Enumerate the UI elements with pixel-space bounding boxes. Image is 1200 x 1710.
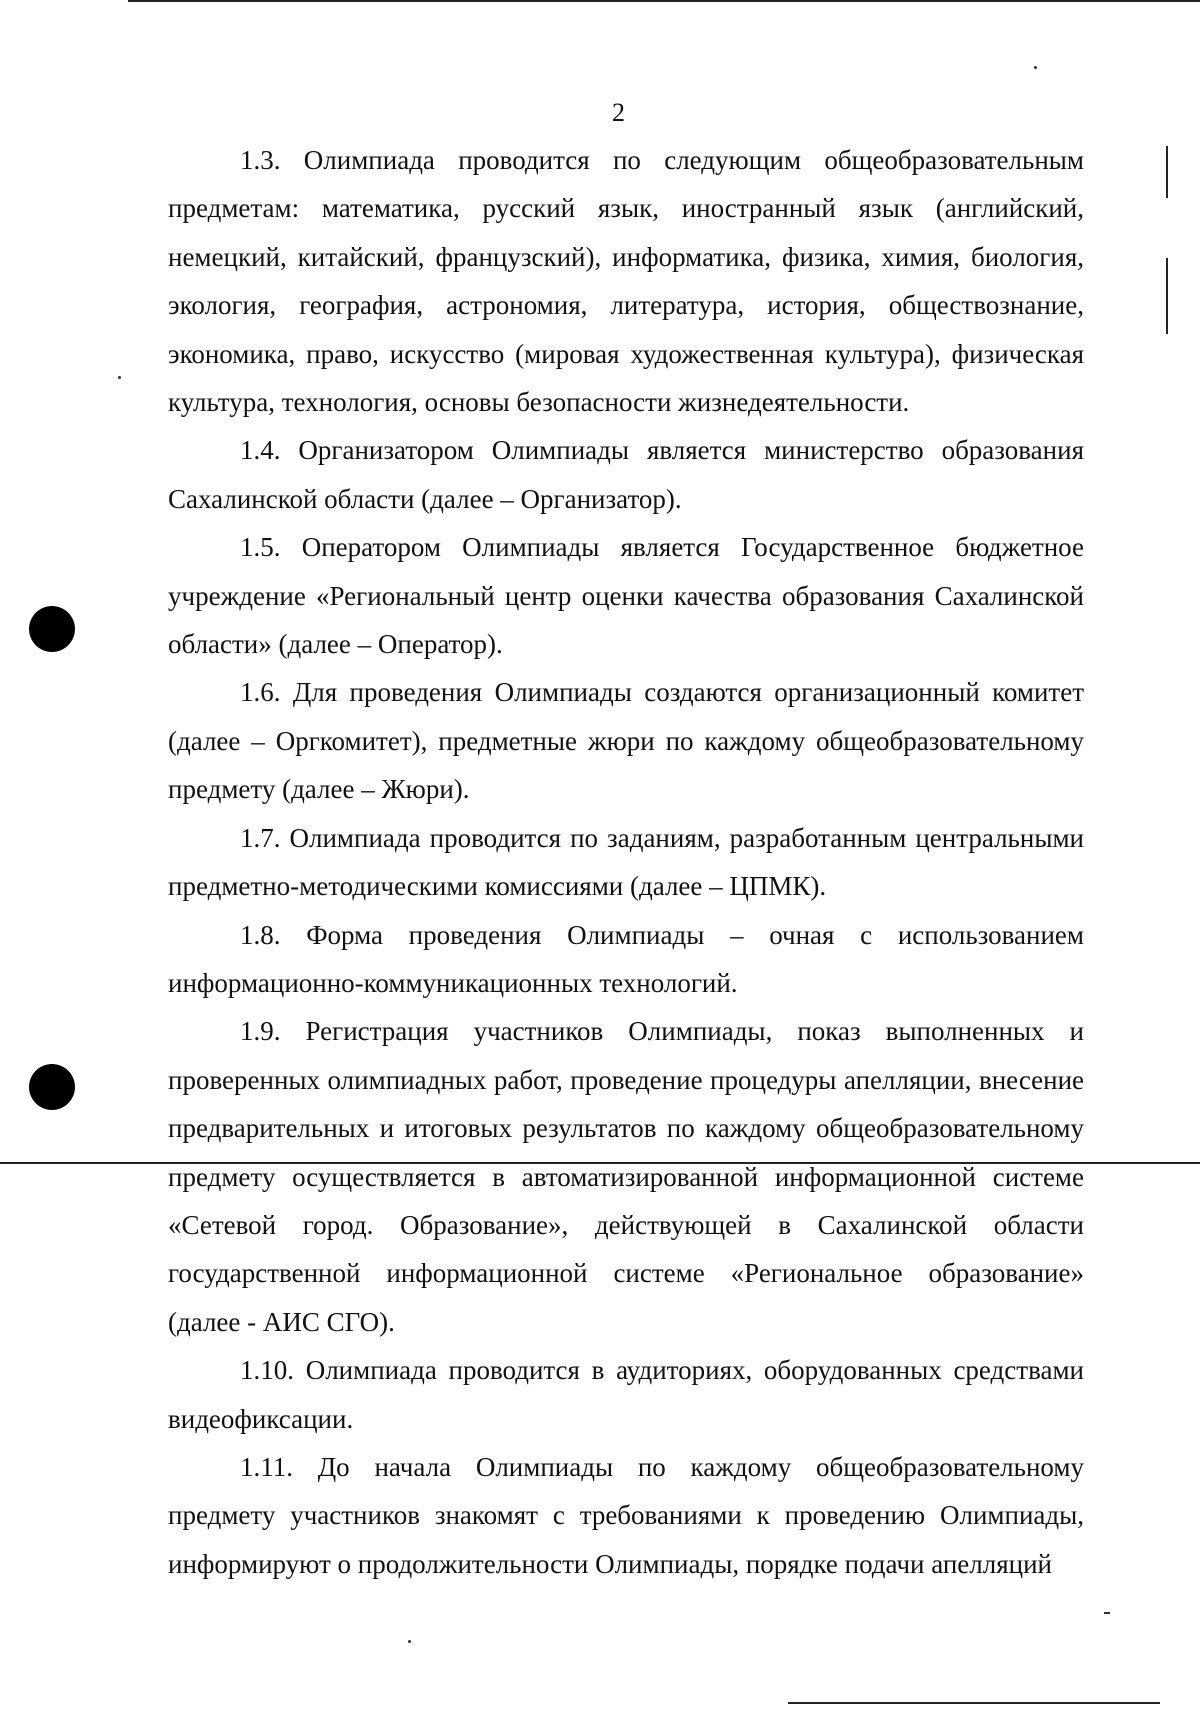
paragraph-1-10: 1.10. Олимпиада проводится в аудиториях, оборудованных средствами видеофиксации.	[168, 1355, 1084, 1434]
paragraph-1-8: 1.8. Форма проведения Олимпиады – очная с использованием информационно-коммуникационных технологий.	[168, 919, 1084, 998]
paragraph-1-11: 1.11. До начала Олимпиады по каждому общеобразовательному предмету участников знакомят с требованиями к проведению Олимпиады, информируют о продолжительности Олимпиады, порядке подачи апелляций	[168, 1451, 1084, 1579]
document-body	[168, 136, 1084, 1588]
scan-top-edge-line	[128, 0, 1200, 2]
paragraph-1-9: 1.9. Регистрация участников Олимпиады, показ выполненных и проверенных олимпиадных работ, проведение процедуры апелляции, внесение предварительных и итоговых результатов по каждому общеобразовательному предмету осуществляется в автоматизированной информационной системе «Сетевой город. Образование», действующей в Сахалинской области государственной информационной системе «Региональное образование» (далее - АИС СГО).	[168, 1016, 1084, 1337]
hole-punch-mark-lower	[29, 1064, 75, 1110]
paragraph-1-7: 1.7. Олимпиада проводится по заданиям, разработанным центральными предметно-методическими комиссиями (далее – ЦПМК).	[168, 822, 1084, 902]
paragraph-1-3: 1.3. Олимпиада проводится по следующим общеобразовательным предметам: математика, русский язык, иностранный язык (английский, немецкий, китайский, французский), информатика, физика, химия, биология, экология, география, астрономия, литература, история, обществознание, экономика, право, искусство (мировая художественная культура), физическая культура, технология, основы безопасности жизнедеятельности.	[168, 145, 1084, 418]
margin-mark-upper	[1166, 146, 1168, 198]
margin-mark-middle	[1166, 258, 1168, 334]
scan-speck	[408, 1640, 411, 1643]
page-number: 2	[612, 98, 625, 127]
scan-speck	[1104, 1612, 1110, 1614]
scan-speck	[1034, 66, 1037, 69]
paragraph-1-4: 1.4. Организатором Олимпиады является министерство образования Сахалинской области (далее – Организатор).	[168, 435, 1084, 514]
scan-speck	[118, 376, 121, 379]
paragraph-1-6: 1.6. Для проведения Олимпиады создаются организационный комитет (далее – Оргкомитет), предметные жюри по каждому общеобразовательному предмету (далее – Жюри).	[168, 677, 1084, 805]
scan-bottom-line	[788, 1702, 1160, 1704]
hole-punch-mark-upper	[29, 606, 75, 652]
paragraph-1-5: 1.5. Оператором Олимпиады является Государственное бюджетное учреждение «Региональный центр оценки качества образования Сахалинской области» (далее – Оператор).	[168, 532, 1084, 660]
